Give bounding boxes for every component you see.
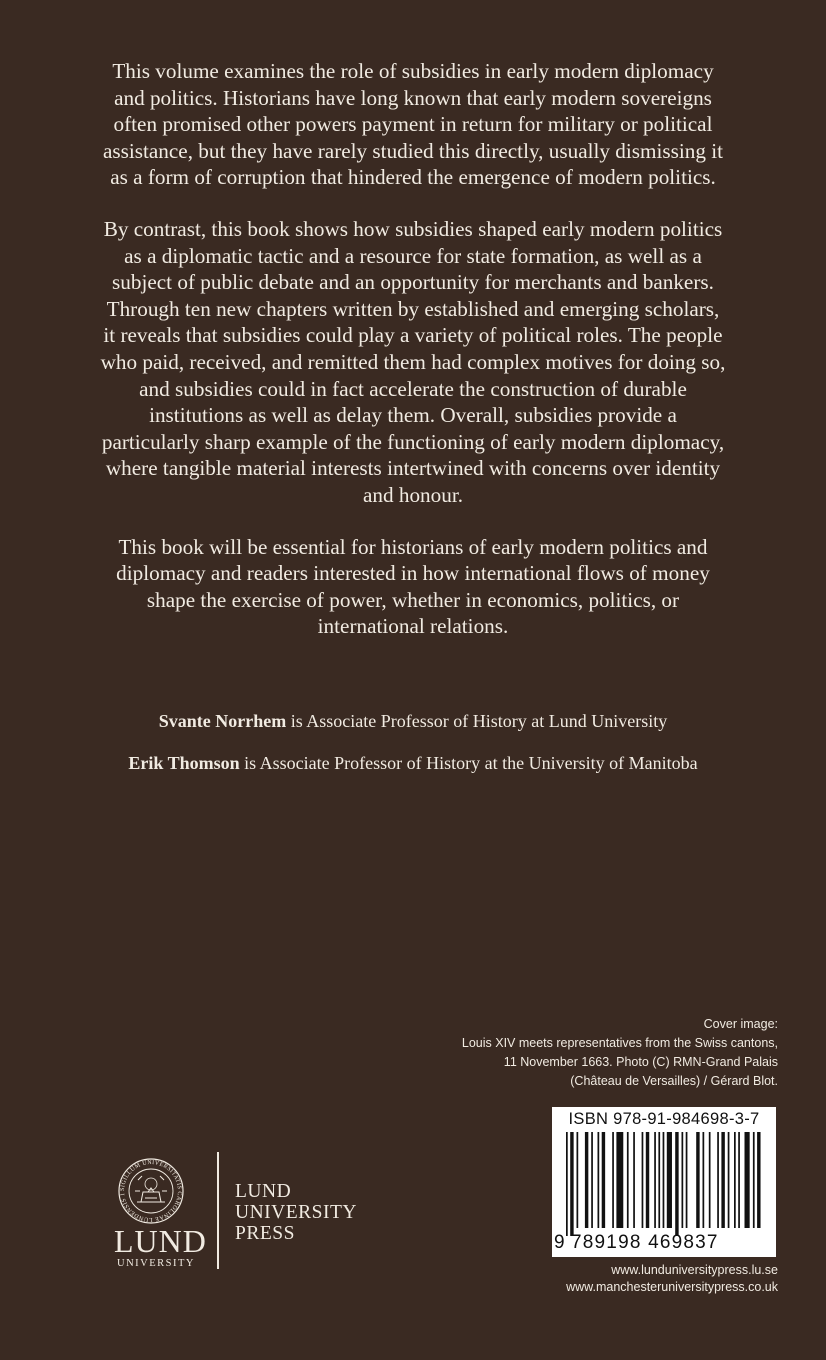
barcode-bar-2	[577, 1132, 579, 1228]
author-bio-1	[60, 711, 766, 731]
author-bios	[60, 711, 766, 795]
isbn-label: ISBN 978-91-984698-3-7	[568, 1110, 760, 1128]
author-role-1: is Associate Professor of History at Lund University	[286, 711, 668, 731]
barcode-bar-12	[646, 1132, 649, 1228]
isbn-barcode	[552, 1107, 776, 1257]
cover-image-line-1: Louis XIV meets representatives from the Swiss cantons,	[461, 1036, 778, 1050]
barcode-first-digit: 9	[554, 1232, 566, 1253]
barcode-bar-6	[602, 1132, 605, 1228]
logo-divider	[217, 1152, 219, 1269]
barcode-bar-30	[757, 1132, 760, 1228]
blurb-paragraph-2: By contrast, this book shows how subsidies shaped early modern politics as a diplomatic tactic and a resource for state formation, as well as a subject of public debate and an opportunity for merchants and bankers. Through ten new chapters written by established and emerging scholars, it reveals that subsidies could play a variety of political roles. The people who paid, received, and remitted them had complex motives for doing so, and subsidies could in fact accelerate the construction of durable institutions as well as delay them. Overall, subsidies provide a particularly sharp example of the functioning of early modern diplomacy, where tangible material interests intertwined with concerns over identity and honour.	[100, 216, 726, 507]
press-line-1: LUND	[235, 1181, 292, 1202]
barcode-bar-1	[570, 1132, 573, 1236]
cover-image-credit	[378, 1015, 778, 1091]
barcode-bar-3	[585, 1132, 588, 1228]
barcode-bar-21	[703, 1132, 705, 1228]
barcode-bars	[562, 1132, 766, 1236]
barcode-bar-25	[728, 1132, 730, 1228]
barcode-bar-13	[654, 1132, 656, 1228]
barcode-bar-4	[591, 1132, 593, 1228]
barcode-bar-14	[658, 1132, 660, 1228]
university-wordmark: LUND	[114, 1223, 207, 1259]
barcode-bar-16	[667, 1132, 672, 1228]
barcode-digit-groups: 789198 469837	[571, 1232, 719, 1253]
cover-image-line-2: 11 November 1663. Photo (C) RMN-Grand Palais	[503, 1055, 778, 1069]
barcode-bar-0	[566, 1132, 568, 1236]
barcode-bar-11	[642, 1132, 644, 1228]
url-lund-press[interactable]: www.lunduniversitypress.lu.se	[611, 1263, 778, 1277]
university-seal-icon	[118, 1158, 184, 1224]
blurb-paragraph-1: This volume examines the role of subsidies in early modern diplomacy and politics. Historians have long known that early modern sovereigns often promised other powers payment in return for military or political assistance, but they have rarely studied this directly, usually dismissing it as a form of corruption that hindered the emergence of modern politics.	[102, 59, 723, 190]
author-bio-2	[60, 753, 766, 773]
press-line-2: UNIVERSITY	[235, 1202, 357, 1223]
barcode-bar-20	[696, 1132, 699, 1228]
press-line-3: PRESS	[235, 1223, 295, 1244]
author-role-2: is Associate Professor of History at the University of Manitoba	[239, 753, 698, 773]
barcode-bar-23	[717, 1132, 719, 1228]
press-wordmark	[235, 1181, 357, 1244]
author-name-2: Erik Thomson	[128, 753, 240, 773]
blurb-paragraph-3: This book will be essential for historians of early modern politics and diplomacy and readers interested in how international flows of money shape the exercise of power, whether in economics, politics, or international relations.	[116, 534, 710, 639]
barcode-bar-29	[753, 1132, 755, 1228]
barcode-bar-9	[627, 1132, 629, 1228]
cover-image-line-3: (Château de Versailles) / Gérard Blot.	[570, 1074, 778, 1088]
barcode-bar-24	[721, 1132, 724, 1228]
author-name-1: Svante Norrhem	[158, 711, 287, 731]
barcode-bar-19	[686, 1132, 688, 1228]
barcode-bar-8	[616, 1132, 623, 1228]
description-blurb	[100, 58, 726, 665]
university-subtitle: UNIVERSITY	[117, 1258, 195, 1269]
barcode-bar-5	[598, 1132, 600, 1228]
barcode-bar-26	[734, 1132, 736, 1228]
barcode-bar-17	[675, 1132, 678, 1236]
url-manchester-press[interactable]: www.manchesteruniversitypress.co.uk	[566, 1280, 778, 1294]
publisher-urls	[566, 1262, 778, 1296]
seal-text: SIGILLUM UNIVERSITATIS CAROLINAE LUNDENSIS 1	[119, 1159, 183, 1223]
barcode-bar-28	[745, 1132, 750, 1228]
barcode-bar-27	[738, 1132, 740, 1228]
barcode-bar-7	[612, 1132, 614, 1228]
barcode-bar-10	[633, 1132, 635, 1228]
barcode-bar-22	[709, 1132, 711, 1228]
cover-image-label: Cover image:	[703, 1017, 778, 1031]
barcode-bar-15	[663, 1132, 665, 1228]
barcode-bar-18	[682, 1132, 684, 1228]
